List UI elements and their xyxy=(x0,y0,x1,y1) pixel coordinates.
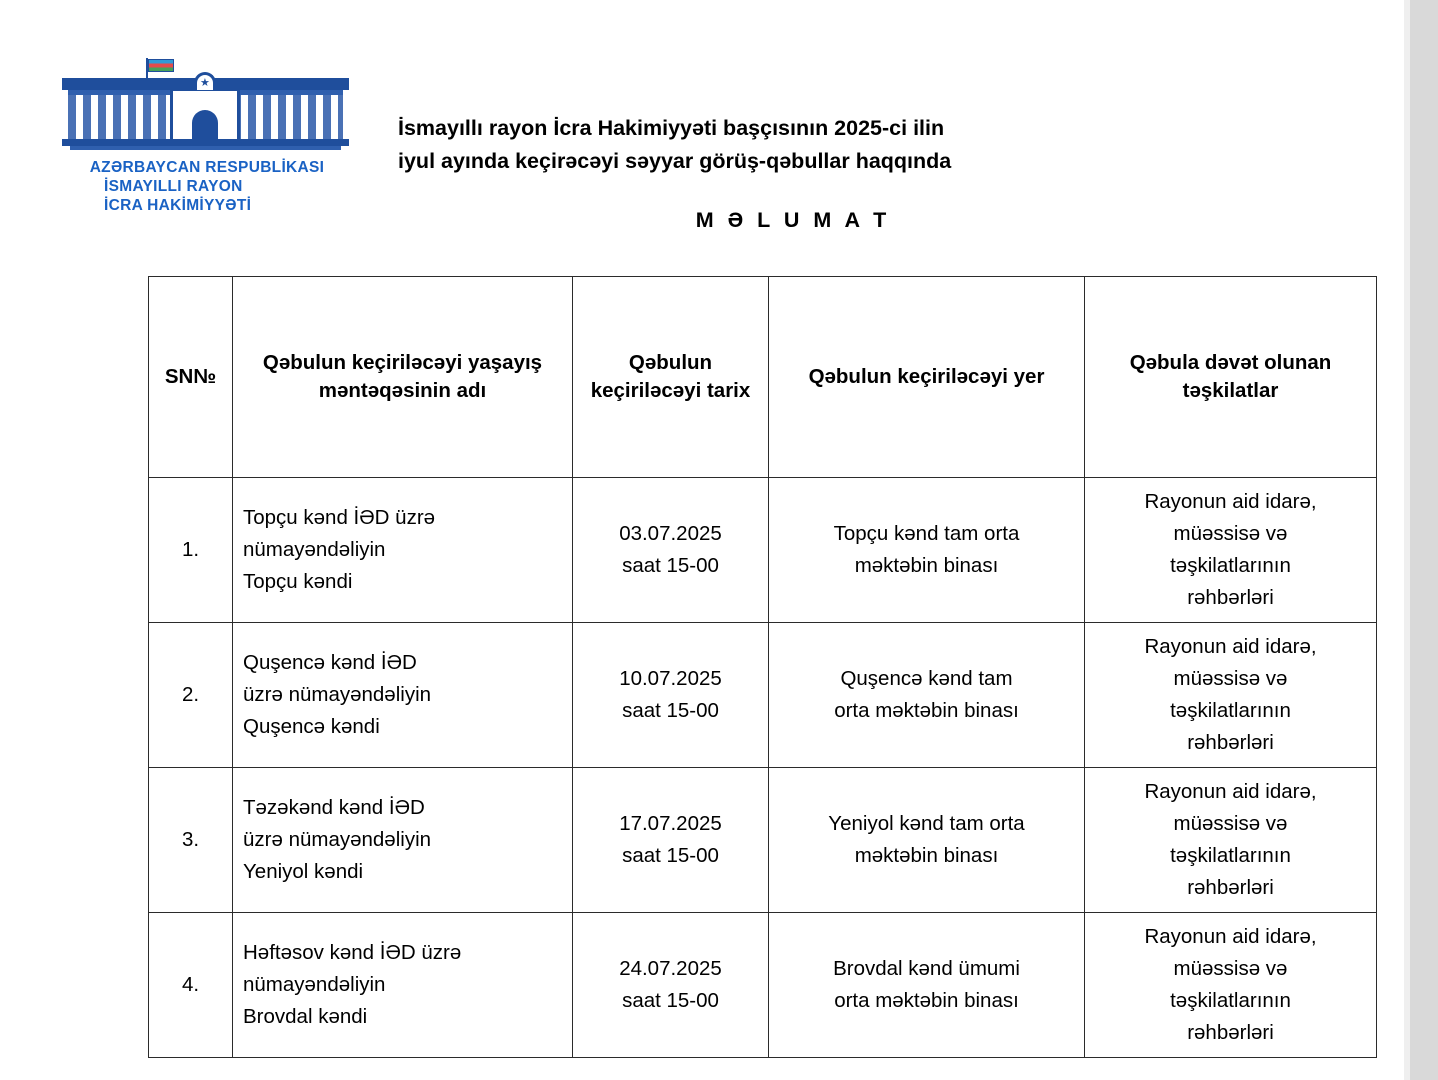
cell-organizations xyxy=(1085,478,1377,623)
cell-place xyxy=(769,768,1085,913)
cell-place-line-1: Topçu kənd tam orta xyxy=(833,522,1020,545)
cell-settlement xyxy=(233,623,573,768)
emblem-caption-line-1: AZƏRBAYCAN RESPUBLİKASI xyxy=(89,159,325,176)
document-heading xyxy=(398,112,1188,178)
cell-settlement-line-2: üzrə nümayəndəliyin xyxy=(243,828,432,851)
page-title: M Ə L U M A T xyxy=(695,208,891,232)
cell-org-line-1: Rayonun aid idarə, xyxy=(1144,925,1317,948)
heading-line-2: iyul ayında keçirəcəyi səyyar görüş-qəbullar haqqında xyxy=(398,149,952,173)
cell-organizations xyxy=(1085,768,1377,913)
table-row xyxy=(149,913,1377,1058)
cell-org-line-3: təşkilatlarının xyxy=(1170,844,1291,867)
cell-date-line-1: 03.07.2025 xyxy=(619,522,722,545)
table-row xyxy=(149,623,1377,768)
cell-settlement-line-3: Brovdal kəndi xyxy=(243,1005,368,1028)
cell-org-line-2: müəssisə və xyxy=(1173,957,1288,980)
cell-org-line-3: təşkilatlarının xyxy=(1170,554,1291,577)
cell-settlement-line-1: Topçu kənd İƏD üzrə xyxy=(243,506,436,529)
cell-settlement xyxy=(233,478,573,623)
cell-date xyxy=(573,478,769,623)
cell-settlement-line-3: Quşencə kəndi xyxy=(243,715,380,738)
cell-org-line-2: müəssisə və xyxy=(1173,522,1288,545)
emblem-caption-line-2: İSMAYILLI RAYON xyxy=(104,178,243,195)
cell-org-line-4: rəhbərləri xyxy=(1187,731,1274,754)
building-base xyxy=(70,146,341,150)
cell-settlement-line-1: Həftəsov kənd İƏD üzrə xyxy=(243,941,462,964)
cell-date-line-2: saat 15-00 xyxy=(622,554,719,577)
cell-date xyxy=(573,623,769,768)
cell-organizations xyxy=(1085,913,1377,1058)
cell-settlement-line-3: Yeniyol kəndi xyxy=(243,860,364,883)
heading-line-1: İsmayıllı rayon İcra Hakimiyyəti başçısının 2025-ci ilin xyxy=(398,116,945,140)
cell-place-line-2: orta məktəbin binası xyxy=(834,989,1019,1012)
cell-settlement-line-1: Quşencə kənd İƏD xyxy=(243,651,417,674)
page-background-right xyxy=(1410,0,1438,1080)
cell-place-line-2: məktəbin binası xyxy=(854,554,999,577)
cell-org-line-4: rəhbərləri xyxy=(1187,1021,1274,1044)
cell-sn: 4. xyxy=(149,913,233,1058)
receptions-table xyxy=(148,276,1377,1058)
cell-settlement-line-3: Topçu kəndi xyxy=(243,570,353,593)
table-header-place: Qəbulun keçiriləcəyi yer xyxy=(769,277,1085,478)
azerbaijan-flag-icon xyxy=(148,59,174,72)
cell-date-line-2: saat 15-00 xyxy=(622,989,719,1012)
building-plinth xyxy=(62,139,349,146)
cell-org-line-4: rəhbərləri xyxy=(1187,586,1274,609)
cell-place-line-2: orta məktəbin binası xyxy=(834,699,1019,722)
star-icon: ★ xyxy=(200,77,210,89)
emblem-caption-line-3: İCRA HAKİMİYYƏTİ xyxy=(104,197,252,214)
cell-org-line-3: təşkilatlarının xyxy=(1170,699,1291,722)
cell-date xyxy=(573,768,769,913)
cell-date-line-2: saat 15-00 xyxy=(622,699,719,722)
cell-place-line-1: Yeniyol kənd tam orta xyxy=(828,812,1025,835)
cell-org-line-1: Rayonun aid idarə, xyxy=(1144,490,1317,513)
cell-sn: 2. xyxy=(149,623,233,768)
cell-place-line-1: Brovdal kənd ümumi xyxy=(833,957,1020,980)
cell-org-line-4: rəhbərləri xyxy=(1187,876,1274,899)
cell-place xyxy=(769,478,1085,623)
table-header-date: Qəbulun keçiriləcəyi tarix xyxy=(573,277,769,478)
cell-place-line-2: məktəbin binası xyxy=(854,844,999,867)
cell-settlement-line-2: nümayəndəliyin xyxy=(243,538,386,561)
cell-org-line-1: Rayonun aid idarə, xyxy=(1144,635,1317,658)
emblem-block xyxy=(62,58,352,215)
cell-place xyxy=(769,913,1085,1058)
cell-date-line-2: saat 15-00 xyxy=(622,844,719,867)
emblem-caption xyxy=(62,158,352,215)
government-building-icon xyxy=(62,58,349,150)
cell-org-line-1: Rayonun aid idarə, xyxy=(1144,780,1317,803)
table-header-organizations: Qəbula dəvət olunan təşkilatlar xyxy=(1085,277,1377,478)
cell-date xyxy=(573,913,769,1058)
cell-organizations xyxy=(1085,623,1377,768)
cell-settlement-line-2: nümayəndəliyin xyxy=(243,973,386,996)
table-row xyxy=(149,768,1377,913)
cell-org-line-2: müəssisə və xyxy=(1173,667,1288,690)
cell-date-line-1: 10.07.2025 xyxy=(619,667,722,690)
table-row xyxy=(149,478,1377,623)
table-header-row xyxy=(149,277,1377,478)
table-header-sn: SN№ xyxy=(149,277,233,478)
cell-org-line-2: müəssisə və xyxy=(1173,812,1288,835)
cell-settlement xyxy=(233,768,573,913)
cell-place-line-1: Quşencə kənd tam xyxy=(840,667,1013,690)
table-header-settlement: Qəbulun keçiriləcəyi yaşayış məntəqəsinin adı xyxy=(233,277,573,478)
cell-date-line-1: 17.07.2025 xyxy=(619,812,722,835)
cell-settlement-line-1: Təzəkənd kənd İƏD xyxy=(243,796,425,819)
cell-settlement-line-2: üzrə nümayəndəliyin xyxy=(243,683,432,706)
cell-sn: 1. xyxy=(149,478,233,623)
cell-settlement xyxy=(233,913,573,1058)
cell-place xyxy=(769,623,1085,768)
cell-date-line-1: 24.07.2025 xyxy=(619,957,722,980)
cell-sn: 3. xyxy=(149,768,233,913)
cell-org-line-3: təşkilatlarının xyxy=(1170,989,1291,1012)
